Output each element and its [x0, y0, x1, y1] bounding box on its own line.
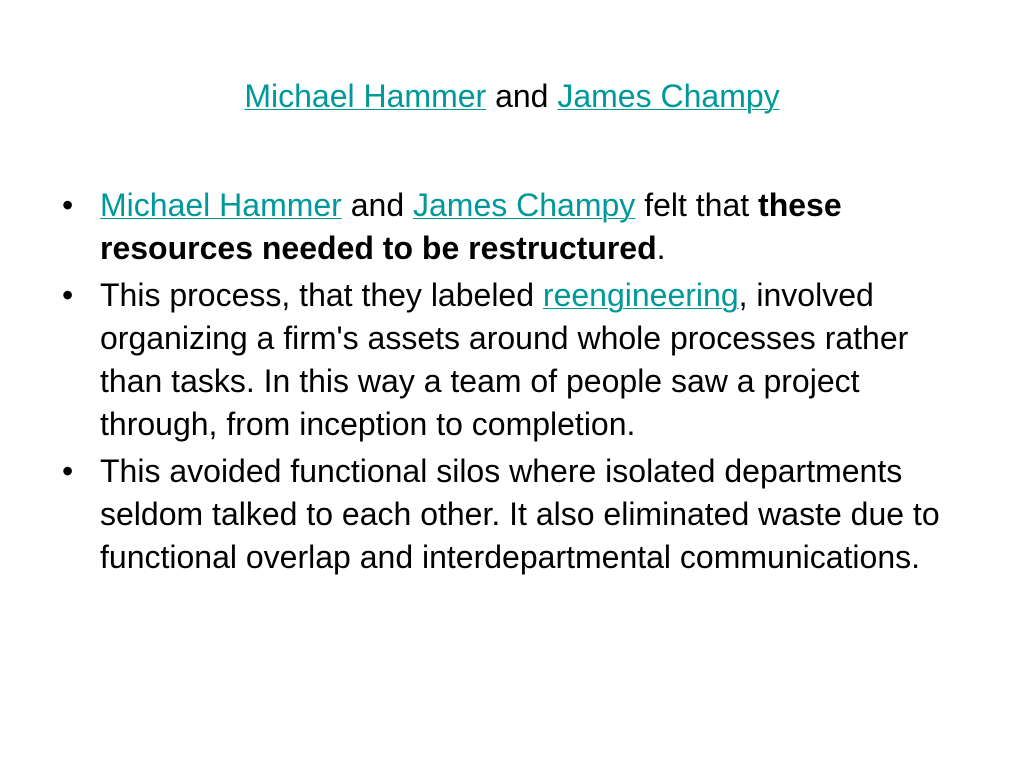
bullet-marker: • [62, 187, 74, 223]
bullet2-link-reengineering[interactable]: reengineering [542, 277, 739, 313]
bullet1-text-felt-that: felt that [635, 187, 759, 223]
bullet-marker: • [62, 277, 74, 313]
bullet-item-3 [62, 450, 962, 579]
bullet-item-1 [62, 184, 962, 270]
title-link-james-champy[interactable]: James Champy [557, 78, 780, 114]
bullet2-text-body: , involved organizing a firm's assets around whole processes rather than tasks. In this way a team of people saw a project through, from inception to completion. [100, 277, 909, 442]
bullet1-text-and: and [341, 187, 413, 223]
bullet-list [62, 184, 962, 583]
title-link-michael-hammer[interactable]: Michael Hammer [244, 78, 487, 114]
bullet-item-2 [62, 274, 962, 446]
bullet-marker: • [62, 453, 74, 489]
bullet1-text-period: . [656, 230, 666, 266]
bullet2-text-intro: This process, that they labeled [100, 277, 543, 313]
bullet1-link-michael-hammer[interactable]: Michael Hammer [100, 187, 342, 223]
title-joiner-text: and [486, 78, 558, 114]
bullet3-text: This avoided functional silos where isolated departments seldom talked to each other. It also eliminated waste due to functional overlap and interdepartmental communications. [100, 453, 940, 575]
bullet1-link-james-champy[interactable]: James Champy [413, 187, 636, 223]
bullet1-bold-text: these resources needed to be restructured [100, 187, 842, 266]
slide-title [0, 76, 1024, 116]
